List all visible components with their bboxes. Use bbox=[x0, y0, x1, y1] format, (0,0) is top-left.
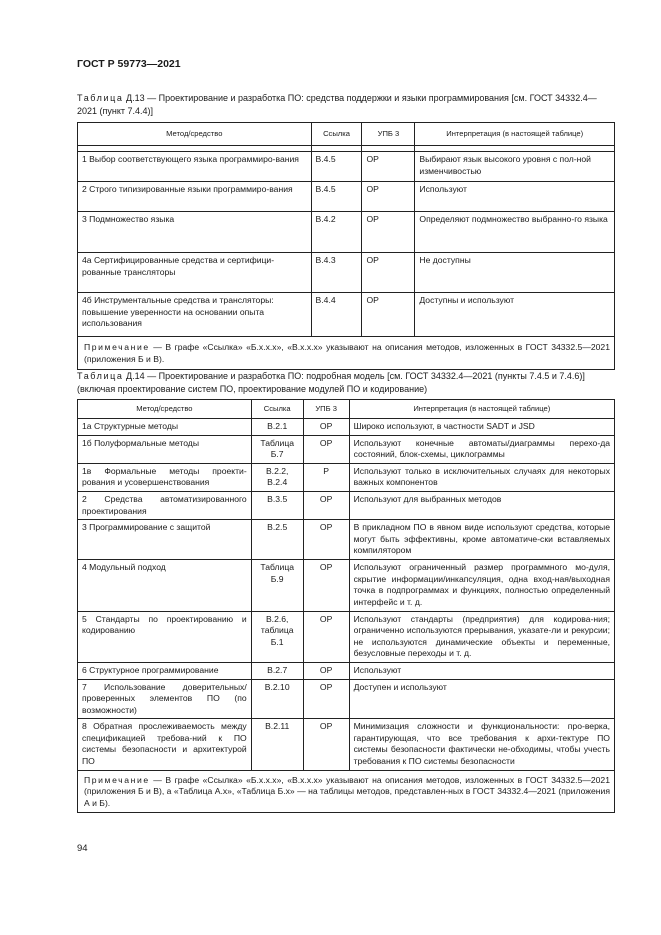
cell-interp: Используют bbox=[349, 662, 614, 679]
table-d14 bbox=[77, 399, 615, 813]
col-header-interp: Интерпретация (в настоящей таблице) bbox=[415, 123, 615, 146]
cell-interp: Используют bbox=[415, 182, 615, 212]
cell-interp: Доступны и используют bbox=[415, 293, 615, 337]
cell-sil: ОР bbox=[303, 560, 349, 611]
cell-method: 1 Выбор соответствующего языка программиро-вания bbox=[78, 152, 312, 182]
cell-method: 5 Стандарты по проектированию и кодированию bbox=[78, 611, 252, 662]
cell-interp: Используют стандарты (предприятия) для кодирова-ния; ограниченно используются прерывания, указате-ли и рекурсии; не используются динамические объекты и переменные, безусловные переходы и т. д. bbox=[349, 611, 614, 662]
page-number: 94 bbox=[77, 843, 88, 854]
note-text: — В графе «Ссылка» «Б.х.х.х», «В.х.х.х» указывают на описания методов, изложенных в ГОСТ 34332.5—2021 (приложения Б и В). bbox=[84, 342, 610, 364]
cell-ref: В.2.5 bbox=[251, 520, 303, 560]
cell-ref: В.2.1 bbox=[251, 419, 303, 436]
col-header-method: Метод/средство bbox=[78, 400, 252, 419]
table13-caption bbox=[77, 92, 615, 117]
cell-ref: В.3.5 bbox=[251, 491, 303, 519]
cell-sil: ОР bbox=[362, 212, 415, 253]
cell-method: 6 Структурное программирование bbox=[78, 662, 252, 679]
table-row bbox=[78, 152, 615, 182]
note-label: Примечание bbox=[84, 774, 150, 785]
table-row bbox=[78, 560, 615, 611]
cell-method: 2 Строго типизированные языки программиро-вания bbox=[78, 182, 312, 212]
table13-label: Таблица bbox=[77, 93, 124, 103]
cell-sil: ОР bbox=[362, 253, 415, 293]
table-row bbox=[78, 679, 615, 719]
cell-method: 4 Модульный подход bbox=[78, 560, 252, 611]
standard-header: ГОСТ Р 59773—2021 bbox=[77, 58, 181, 70]
table-row bbox=[78, 253, 615, 293]
cell-method: 7 Использование доверительных/ проверенных элементов ПО (по возможности) bbox=[78, 679, 252, 719]
table-row bbox=[78, 611, 615, 662]
cell-sil: ОР bbox=[303, 719, 349, 770]
cell-interp: Доступен и используют bbox=[349, 679, 614, 719]
note-text: — В графе «Ссылка» «Б.х.х.х», «В.х.х.х» указывают на описания методов, изложенных в ГОСТ 34332.5—2021 (приложения Б и В), а «Таблица А.х», «Таблица Б.х» — на таблицы методов, представлен-ных в ГОСТ 34332.4—2021 (приложения А и Б). bbox=[84, 774, 610, 808]
table-row bbox=[78, 212, 615, 253]
cell-method: 1в Формальные методы проекти-рования и усовершенствования bbox=[78, 463, 252, 491]
cell-interp: Широко используют, в частности SADT и JSD bbox=[349, 419, 614, 436]
cell-ref: В.2.6, таблица Б.1 bbox=[251, 611, 303, 662]
col-header-ref: Ссылка bbox=[251, 400, 303, 419]
cell-interp: Выбирают язык высокого уровня с пол-ной изменчивостью bbox=[415, 152, 615, 182]
cell-ref: Таблица Б.7 bbox=[251, 435, 303, 463]
cell-sil: ОР bbox=[362, 152, 415, 182]
col-header-method: Метод/средство bbox=[78, 123, 312, 146]
table13-caption-text: Д.13 — Проектирование и разработка ПО: средства поддержки и языки программирования [см. ГОСТ 34332.4—2021 (пункт 7.4.4)] bbox=[77, 93, 597, 116]
table-row bbox=[78, 520, 615, 560]
cell-ref: В.4.2 bbox=[311, 212, 362, 253]
cell-interp: Определяют подмножество выбранно-го языка bbox=[415, 212, 615, 253]
cell-method: 1б Полуформальные методы bbox=[78, 435, 252, 463]
col-header-interp: Интерпретация (в настоящей таблице) bbox=[349, 400, 614, 419]
cell-ref: В.4.4 bbox=[311, 293, 362, 337]
table14-caption bbox=[77, 370, 615, 395]
table-row bbox=[78, 293, 615, 337]
table14-note bbox=[78, 770, 615, 813]
cell-sil: ОР bbox=[303, 679, 349, 719]
cell-sil: ОР bbox=[362, 293, 415, 337]
cell-ref: В.2.7 bbox=[251, 662, 303, 679]
cell-sil: ОР bbox=[303, 611, 349, 662]
col-header-sil: УПБ 3 bbox=[303, 400, 349, 419]
col-header-ref: Ссылка bbox=[311, 123, 362, 146]
cell-method: 4а Сертифицированные средства и сертифици-рованные трансляторы bbox=[78, 253, 312, 293]
table13-note bbox=[78, 337, 615, 370]
table-row bbox=[78, 491, 615, 519]
table14-caption-text: Д.14 — Проектирование и разработка ПО: подробная модель [см. ГОСТ 34332.4—2021 (пункты 7.4.5 и 7.4.6)] (включая проектирование систем ПО, проектирование модулей ПО и кодирование) bbox=[77, 371, 585, 394]
cell-method: 1а Структурные методы bbox=[78, 419, 252, 436]
cell-interp: Не доступны bbox=[415, 253, 615, 293]
cell-interp: Минимизация сложности и функциональности: про-верка, гарантирующая, что все требования к архи-тектуре ПО системы безопасности фактически не-обходимы, чтобы учесть требования к ПО системы безопасности bbox=[349, 719, 614, 770]
cell-sil: ОР bbox=[303, 491, 349, 519]
table-row bbox=[78, 182, 615, 212]
cell-method: 3 Подмножество языка bbox=[78, 212, 312, 253]
cell-ref: Таблица Б.9 bbox=[251, 560, 303, 611]
cell-interp: В прикладном ПО в явном виде используют средства, которые могут быть эффективны, кроме автоматиче-ски вставляемых компилятором bbox=[349, 520, 614, 560]
table-d13 bbox=[77, 122, 615, 370]
cell-method: 3 Программирование с защитой bbox=[78, 520, 252, 560]
cell-method: 4б Инструментальные средства и трансляторы: повышение уверенности на основании опыта использования bbox=[78, 293, 312, 337]
cell-ref: В.4.5 bbox=[311, 182, 362, 212]
table-row bbox=[78, 463, 615, 491]
cell-ref: В.2.10 bbox=[251, 679, 303, 719]
cell-method: 2 Средства автоматизированного проектирования bbox=[78, 491, 252, 519]
cell-sil: Р bbox=[303, 463, 349, 491]
cell-sil: ОР bbox=[362, 182, 415, 212]
note-label: Примечание bbox=[84, 342, 150, 352]
cell-sil: ОР bbox=[303, 662, 349, 679]
cell-method: 8 Обратная прослеживаемость между спецификацией требова-ний к ПО системы безопасности и архитектурой ПО bbox=[78, 719, 252, 770]
cell-sil: ОР bbox=[303, 435, 349, 463]
cell-ref: В.4.5 bbox=[311, 152, 362, 182]
cell-interp: Используют ограниченный размер программного мо-дуля, скрытие информации/инкапсуляция, одна вход-ная/выходная точка в подпрограммах и функциях, полностью определенный интерфейс и т. д. bbox=[349, 560, 614, 611]
cell-ref: В.2.11 bbox=[251, 719, 303, 770]
cell-ref: В.4.3 bbox=[311, 253, 362, 293]
cell-interp: Используют только в исключительных случаях для некоторых важных компонентов bbox=[349, 463, 614, 491]
cell-ref: В.2.2, В.2.4 bbox=[251, 463, 303, 491]
cell-sil: ОР bbox=[303, 419, 349, 436]
col-header-sil: УПБ 3 bbox=[362, 123, 415, 146]
cell-interp: Используют для выбранных методов bbox=[349, 491, 614, 519]
table-row bbox=[78, 662, 615, 679]
cell-interp: Используют конечные автоматы/диаграммы перехо-да состояний, блок-схемы, циклограммы bbox=[349, 435, 614, 463]
table-row bbox=[78, 435, 615, 463]
table-row bbox=[78, 719, 615, 770]
table-row bbox=[78, 419, 615, 436]
table14-label: Таблица bbox=[77, 371, 124, 381]
cell-sil: ОР bbox=[303, 520, 349, 560]
